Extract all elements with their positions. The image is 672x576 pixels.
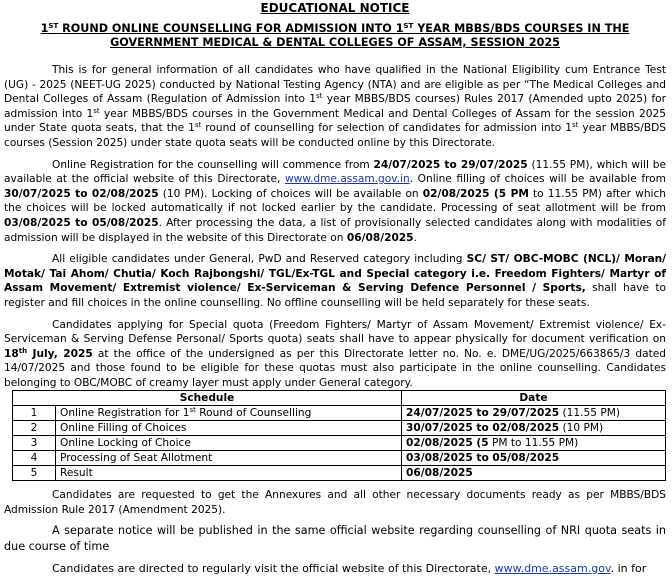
sup: st — [194, 121, 202, 130]
date-text: 02/08/2025 (5 — [406, 437, 489, 450]
table-row — [13, 406, 666, 421]
sup: th — [18, 346, 28, 355]
schedule-item — [56, 436, 402, 451]
nri-notice-paragraph: A separate notice will be published in the same official website regarding counselling of NRI quota seats in due course of time — [4, 523, 666, 553]
verification-date: July, 2025 — [27, 347, 93, 360]
text: . in for — [610, 561, 647, 575]
text: . After processing the data, a list of provisionally selected candidates along with modalities of admission will be displayed in the website of this Directorate on — [4, 216, 667, 244]
text: This is for general information of all candidates who have qualified in the National Eligibility cum Entrance Test (UG) - 2025 (NEET-UG 2025) conducted by National Testing Agency (NTA) and are eligible as per “The Medical Colleges and Dental Colleges of Assam (Regulation of Admission into 1 — [4, 64, 666, 106]
text: year MBBS/BDS courses (Session 2025) under state quota seats will be conducted online by this Directorate. — [4, 122, 666, 149]
intro-paragraph — [4, 63, 666, 151]
eligibility-paragraph — [4, 252, 666, 310]
text: round of counselling for selection of candidates for admission into 1 — [201, 122, 573, 135]
text: (11.55 PM), which will be available at the official website of this Directorate, — [4, 158, 666, 186]
website-paragraph — [4, 562, 666, 576]
date-text: 24/07/2025 to 29/07/2025 — [406, 407, 560, 420]
text: Online Filling of Choices — [60, 422, 187, 435]
text: Online Locking of Choice — [60, 437, 191, 450]
date-text: 30/07/2025 to 02/08/2025 — [406, 422, 560, 435]
verification-date: 18 — [4, 347, 19, 360]
registration-dates: 24/07/2025 to 29/07/2025 — [373, 158, 528, 171]
sup: st — [93, 106, 100, 115]
sup: st — [315, 92, 323, 101]
schedule-date — [402, 451, 666, 466]
subtitle-sup: ST — [48, 22, 59, 30]
result-date: 06/08/2025 — [346, 231, 414, 244]
website-link[interactable]: www.dme.assam.gov — [494, 561, 611, 575]
schedule-date — [402, 436, 666, 451]
category-list: SC/ ST/ OBC-MOBC (NCL)/ Moran/ Motak/ Tai Ahom/ Chutia/ Koch Rajbongshi/ TGL/Ex-TGL and Special category i.e. Freedom Fighters/ Martyr of Assam Movement/ Extremist violence/ Ex-Serviceman & Serving Defence Personnel / Sports, — [4, 253, 666, 295]
table-row — [13, 436, 666, 451]
table-row — [13, 451, 666, 466]
schedule-rows — [13, 406, 666, 481]
table-header-row — [13, 391, 666, 406]
schedule-date — [402, 406, 666, 421]
row-number: 4 — [13, 451, 56, 466]
lock-time: 5 PM — [498, 187, 529, 200]
text: Online Registration for 1 — [60, 407, 190, 420]
date-note: PM to 11.55 PM) — [488, 437, 579, 450]
subtitle-text: ROUND ONLINE COUNSELLING FOR ADMISSION INTO 1 — [58, 22, 404, 35]
special-quota-paragraph — [4, 318, 666, 391]
table-row — [13, 421, 666, 436]
text: to 11.55 PM) after which the choices will be locked automatically if not locked earlier by the candidate. Processing of seat allotment will be from — [4, 187, 667, 215]
text: ( — [489, 187, 499, 200]
text: . Online filling of choices will be available from — [409, 173, 666, 186]
sup: st — [189, 406, 196, 415]
schedule-header: Schedule — [13, 391, 402, 406]
text: Processing of Seat Allotment — [60, 452, 213, 465]
website-link[interactable]: www.dme.assam.gov.in — [285, 173, 410, 186]
allotment-dates: 03/08/2025 to 05/08/2025 — [4, 216, 159, 229]
schedule-date — [402, 466, 666, 481]
text: . — [413, 231, 417, 244]
text: year MBBS/BDS courses in the Government Medical and Dental Colleges of Assam for the session 2025 under State quota seats, that the 1 — [4, 107, 666, 135]
date-text: 06/08/2025 — [406, 467, 473, 480]
schedule-item — [56, 421, 402, 436]
schedule-item — [56, 466, 402, 481]
notice-title: EDUCATIONAL NOTICE — [260, 1, 410, 15]
schedule-item — [56, 406, 402, 421]
text: Online Registration for the counselling will commence from — [52, 158, 374, 171]
sup: st — [572, 121, 579, 130]
lock-date: 02/08/2025 — [422, 187, 490, 200]
text: Result — [60, 467, 93, 480]
schedule-item — [56, 451, 402, 466]
notice-subtitle — [22, 22, 648, 50]
row-number: 1 — [13, 406, 56, 421]
text: Candidates are directed to regularly visit the official website of this Directorate, — [52, 561, 495, 575]
registration-paragraph — [4, 158, 666, 246]
text: All eligible candidates under General, PwD and Reserved category including — [52, 253, 467, 266]
row-number: 5 — [13, 466, 56, 481]
text: Round of Counselling — [195, 407, 312, 420]
date-note: (11.55 PM) — [559, 407, 620, 420]
text: year MBBS/BDS courses) Rules 2017 (Amended upto 2025) for admission into 1 — [4, 93, 666, 120]
schedule-date — [402, 421, 666, 436]
text: shall have to register and fill choices in the online counselling. No offline counselling will be held separately for these seats. — [4, 282, 667, 309]
date-header: Date — [402, 391, 666, 406]
subtitle-sup: ST — [403, 22, 414, 30]
fill-dates: 30/07/2025 to 02/08/2025 — [4, 187, 159, 200]
date-text: 03/08/2025 to 05/08/2025 — [406, 452, 560, 465]
date-note: (10 PM) — [559, 422, 604, 435]
text: at the office of the undersigned as per this Directorate letter no. No. e. DME/UG/2025/663865/3 dated 14/07/2025 and those found to be eligible for these quotas must also participate in the online counselling. Candidates belonging to OBC/MOBC of creamy layer must apply under General category. — [4, 347, 666, 389]
table-row — [13, 466, 666, 481]
row-number: 3 — [13, 436, 56, 451]
subtitle-text: YEAR MBBS/BDS COURSES IN THE GOVERNMENT MEDICAL & DENTAL COLLEGES OF ASSAM, SESSION 2025 — [110, 22, 630, 49]
text: Candidates applying for Special quota (Freedom Fighters/ Martyr of Assam Movement/ Extremist violence/ Ex-Serviceman & Serving Defense Personal/ Sports quota) seats shall have to appear physically for document verification on — [4, 318, 666, 346]
documents-paragraph: Candidates are requested to get the Annexures and all other necessary documents ready as per MBBS/BDS Admission Rule 2017 (Amendment 2025). — [4, 489, 666, 517]
text: (10 PM). Locking of choices will be available on — [158, 187, 423, 200]
subtitle-text: 1 — [40, 22, 49, 35]
row-number: 2 — [13, 421, 56, 436]
schedule-table — [12, 390, 666, 481]
